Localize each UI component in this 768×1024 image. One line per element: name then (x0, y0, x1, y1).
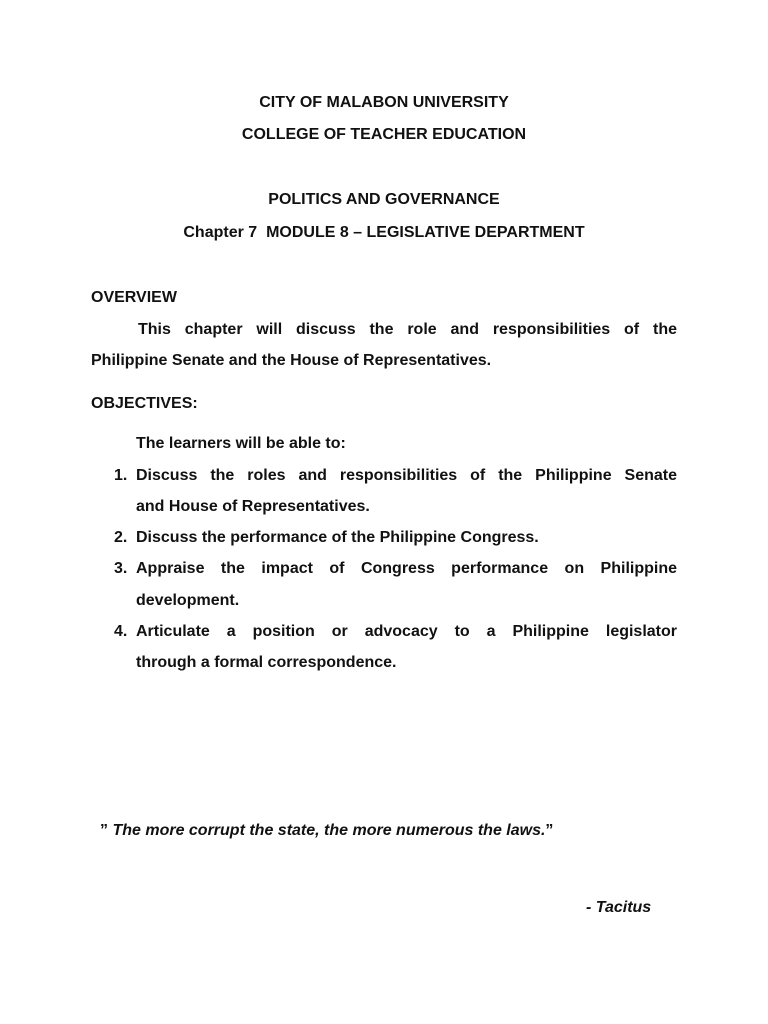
university-name: CITY OF MALABON UNIVERSITY (259, 94, 509, 111)
objective-number: 2. (114, 529, 128, 546)
objective-number: 3. (114, 560, 128, 577)
quote-attribution: - Tacitus (586, 899, 652, 916)
module-title: Chapter 7 MODULE 8 – LEGISLATIVE DEPARTMENT (183, 224, 585, 241)
objective-number: 4. (114, 623, 128, 640)
overview-text-line-1: This chapter will discuss the role and responsibilities of the (138, 321, 677, 338)
quote-text: The more corrupt the state, the more numerous the laws. (108, 822, 546, 839)
college-name: COLLEGE OF TEACHER EDUCATION (241, 126, 527, 143)
objectives-heading: OBJECTIVES: (91, 395, 198, 412)
quote (100, 821, 553, 841)
overview-text-line-2: Philippine Senate and the House of Representatives. (91, 352, 492, 369)
objective-item-1-line-2: and House of Representatives. (136, 498, 370, 515)
objective-item-4-line-2: through a formal correspondence. (136, 654, 397, 671)
objective-number: 1. (114, 467, 128, 484)
quote-close-mark: ” (545, 822, 554, 839)
course-title: POLITICS AND GOVERNANCE (268, 191, 500, 208)
objective-item-3-line-2: development. (136, 592, 240, 609)
quote-open-mark: ” (100, 822, 108, 839)
objective-item-1-line-1: Discuss the roles and responsibilities of the Philippine Senate (136, 467, 677, 484)
objectives-intro: The learners will be able to: (136, 435, 346, 452)
objective-item-2-line-1: Discuss the performance of the Philippine Congress. (136, 529, 539, 546)
overview-heading: OVERVIEW (91, 289, 177, 306)
objective-item-3-line-1: Appraise the impact of Congress performance on Philippine (136, 560, 677, 577)
objective-item-4-line-1: Articulate a position or advocacy to a Philippine legislator (136, 623, 677, 640)
